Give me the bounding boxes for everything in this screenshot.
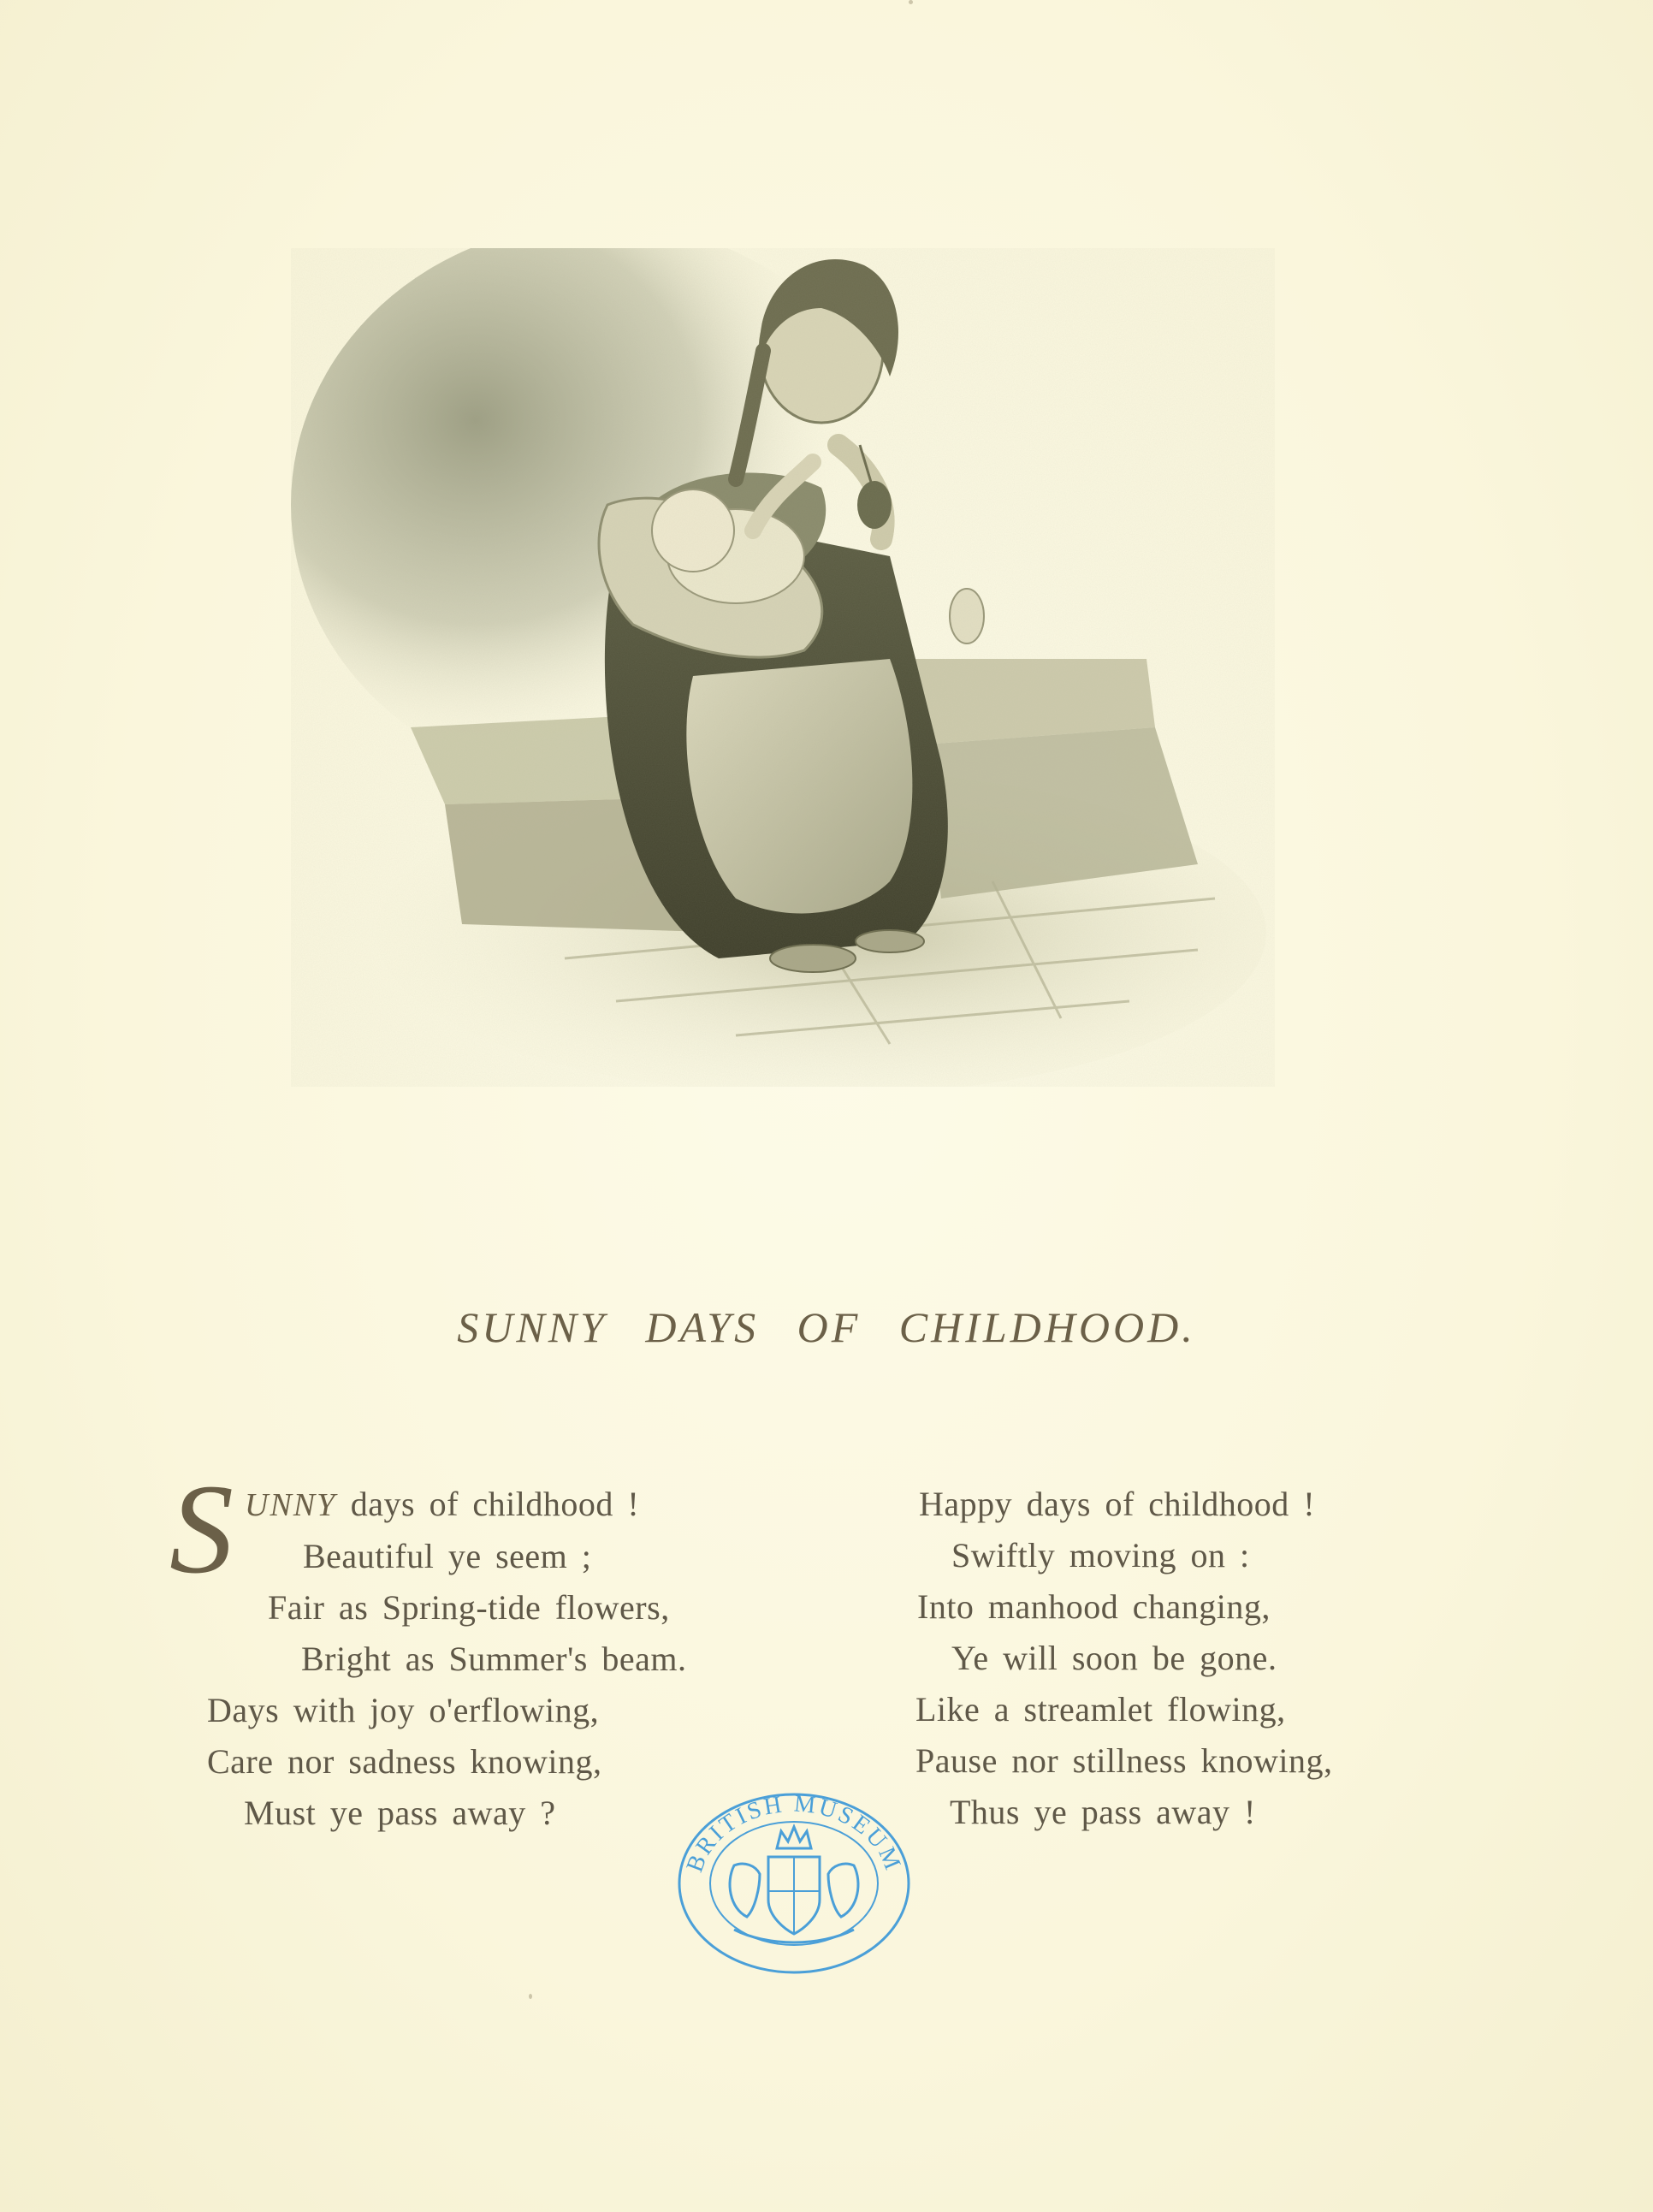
stamp-crown-icon (777, 1827, 811, 1848)
engraving-texture (291, 248, 1275, 1087)
first-line-rest: days of childhood ! (350, 1485, 640, 1523)
poem-line: Like a streamlet flowing, (915, 1690, 1286, 1729)
stamp-text: BRITISH MUSEUM (681, 1790, 907, 1877)
poem-line: Bright as Summer's beam. (301, 1640, 687, 1678)
page-title: SUNNY DAYS OF CHILDHOOD. (457, 1303, 1196, 1351)
poem-line: Thus ye pass away ! (950, 1793, 1256, 1831)
stamp-unicorn-icon (828, 1864, 858, 1917)
poem-line: Days with joy o'erflowing, (207, 1691, 600, 1729)
poem-line: Pause nor stillness knowing, (915, 1741, 1333, 1780)
poem-line: Swiftly moving on : (951, 1536, 1250, 1574)
british-museum-stamp (674, 1788, 914, 1978)
engraving-illustration (291, 248, 1275, 1087)
paper-speck (909, 0, 913, 4)
poem-line: Into manhood changing, (917, 1587, 1271, 1626)
drop-cap: S (169, 1458, 234, 1600)
poem-line: Fair as Spring-tide flowers, (268, 1588, 670, 1627)
poem-line: Ye will soon be gone. (951, 1639, 1277, 1677)
poem-line: Beautiful ye seem ; (303, 1537, 592, 1575)
paper-speck (529, 1994, 532, 1999)
stanza-left (205, 1479, 787, 1839)
poem-line (205, 1479, 787, 1531)
poem-line: Care nor sadness knowing, (207, 1742, 602, 1781)
poem-line: Happy days of childhood ! (919, 1485, 1316, 1523)
first-word-rest: UNNY (245, 1487, 337, 1523)
stanza-right (914, 1479, 1496, 1838)
poem-line: Must ye pass away ? (244, 1794, 556, 1832)
stamp-lion-icon (730, 1864, 760, 1917)
